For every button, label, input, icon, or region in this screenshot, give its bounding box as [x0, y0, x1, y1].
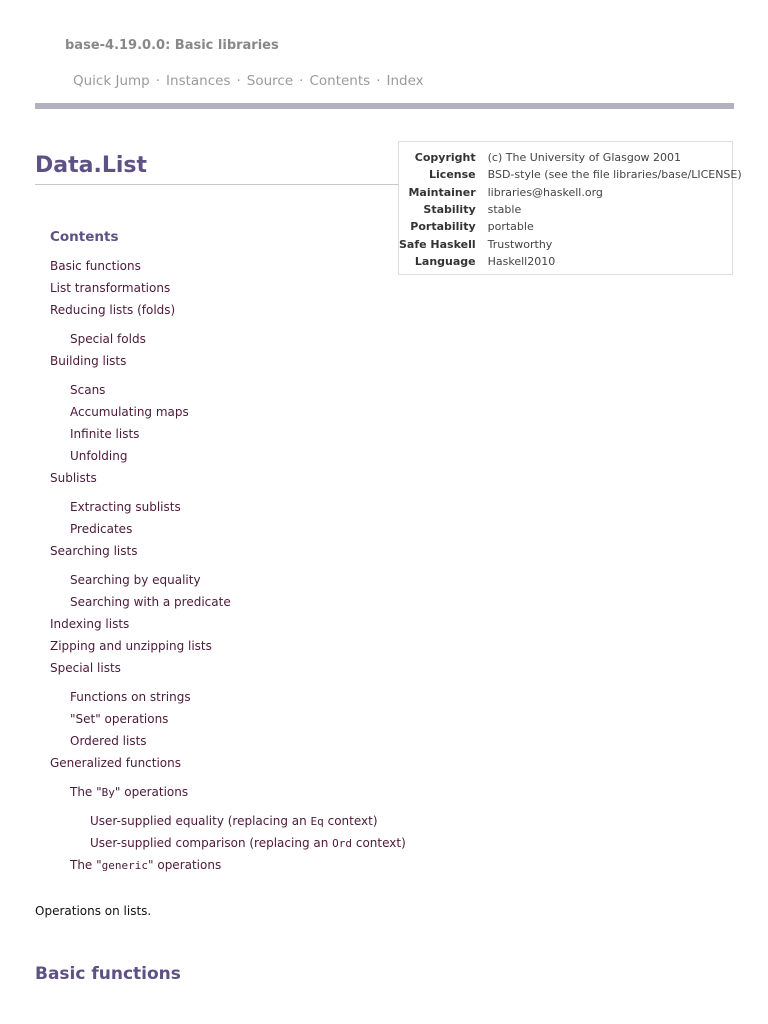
toc-ordered-lists[interactable]: Ordered lists — [70, 734, 147, 748]
info-value: BSD-style (see the file libraries/base/LICENSE) — [487, 168, 742, 182]
toc-unfolding[interactable]: Unfolding — [70, 449, 128, 463]
toc-by-operations[interactable] — [70, 785, 188, 799]
toc-user-supplied-equality[interactable] — [90, 814, 378, 828]
toc-text: " operations — [148, 858, 222, 872]
toc-building-lists[interactable]: Building lists — [50, 354, 127, 368]
info-value: stable — [487, 203, 522, 217]
module-description: Operations on lists. — [35, 904, 152, 918]
header-bar — [35, 103, 734, 109]
nav-quick-jump[interactable]: Quick Jump — [73, 73, 150, 89]
nav-separator: · — [299, 73, 304, 89]
nav-instances[interactable]: Instances — [166, 73, 231, 89]
toc-code: Ord — [332, 837, 353, 850]
toc-searching-lists[interactable]: Searching lists — [50, 544, 138, 558]
toc-user-supplied-comparison[interactable] — [90, 836, 406, 850]
nav-contents[interactable]: Contents — [309, 73, 371, 89]
toc-predicates[interactable]: Predicates — [70, 522, 133, 536]
nav-separator: · — [236, 73, 241, 89]
info-label: Safe Haskell — [399, 237, 476, 251]
nav-index[interactable]: Index — [386, 73, 424, 89]
info-row — [399, 218, 742, 235]
contents-heading: Contents — [50, 229, 119, 245]
info-row — [399, 184, 742, 201]
toc-extracting-sublists[interactable]: Extracting sublists — [70, 500, 181, 514]
module-title: Data.List — [35, 153, 147, 178]
toc-generalized-functions[interactable]: Generalized functions — [50, 756, 182, 770]
toc-special-folds[interactable]: Special folds — [70, 332, 146, 346]
toc-indexing-lists[interactable]: Indexing lists — [50, 617, 130, 631]
toc-text: The " — [70, 785, 102, 799]
section-heading-basic-functions: Basic functions — [35, 964, 181, 984]
toc-code: generic — [101, 859, 149, 872]
nav-separator: · — [155, 73, 161, 89]
info-label: Stability — [423, 203, 476, 217]
info-row — [399, 253, 742, 270]
info-label: License — [429, 168, 476, 182]
toc-functions-on-strings[interactable]: Functions on strings — [70, 690, 191, 704]
nav-source[interactable]: Source — [246, 73, 294, 89]
toc-text: The " — [70, 858, 102, 872]
toc-text: User-supplied comparison (replacing an — [90, 836, 333, 850]
info-row — [399, 149, 742, 166]
toc-special-lists[interactable]: Special lists — [50, 661, 121, 675]
title-divider — [35, 184, 400, 185]
info-row — [399, 235, 742, 252]
toc-sublists[interactable]: Sublists — [50, 471, 97, 485]
toc-zipping-unzipping[interactable]: Zipping and unzipping lists — [50, 639, 212, 653]
toc-basic-functions[interactable]: Basic functions — [50, 259, 141, 273]
info-value: Trustworthy — [487, 237, 553, 251]
toc-searching-with-predicate[interactable]: Searching with a predicate — [70, 595, 231, 609]
toc-list-transformations[interactable]: List transformations — [50, 281, 171, 295]
nav-separator: · — [376, 73, 381, 89]
toc-reducing-lists[interactable]: Reducing lists (folds) — [50, 303, 176, 317]
toc-accumulating-maps[interactable]: Accumulating maps — [70, 405, 189, 419]
info-label: Maintainer — [408, 185, 476, 199]
info-value: (c) The University of Glasgow 2001 — [487, 151, 682, 165]
toc-searching-by-equality[interactable]: Searching by equality — [70, 573, 201, 587]
info-label: Portability — [410, 220, 476, 234]
info-value: libraries@haskell.org — [487, 185, 603, 199]
toc-text: " operations — [114, 785, 189, 799]
toc-code: By — [101, 786, 115, 799]
toc-text: context) — [352, 836, 406, 850]
toc-text: User-supplied equality (replacing an — [90, 814, 311, 828]
toc-set-operations[interactable]: "Set" operations — [70, 712, 169, 726]
toc-code: Eq — [310, 815, 324, 828]
package-title: base-4.19.0.0: Basic libraries — [65, 38, 279, 53]
info-row — [399, 166, 742, 183]
module-info-table — [399, 149, 742, 270]
toc-text: context) — [323, 814, 378, 828]
module-info-box — [398, 141, 742, 275]
info-row — [399, 201, 742, 218]
info-value: portable — [487, 220, 534, 234]
toc-infinite-lists[interactable]: Infinite lists — [70, 427, 140, 441]
info-value: Haskell2010 — [487, 254, 556, 268]
toc-generic-operations[interactable] — [70, 858, 221, 872]
info-label: Copyright — [414, 151, 476, 165]
toc-scans[interactable]: Scans — [70, 383, 106, 397]
top-nav — [73, 73, 424, 89]
info-label: Language — [414, 254, 476, 268]
